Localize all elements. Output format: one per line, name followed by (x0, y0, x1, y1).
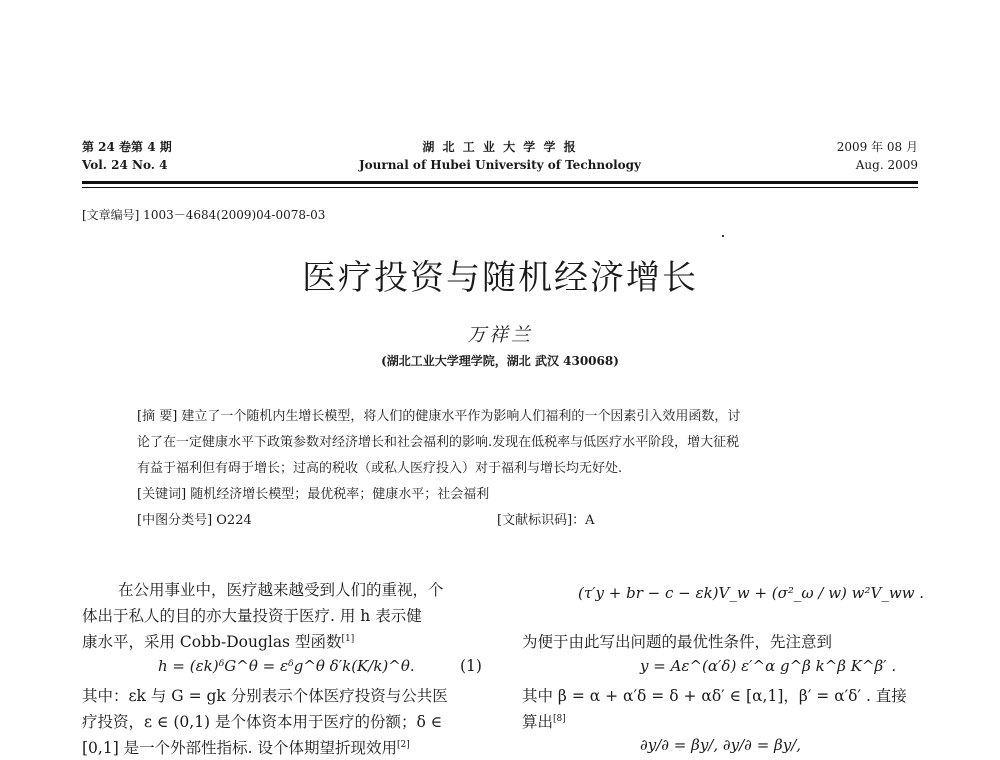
equation-2: y = Aε^(α′δ) ε′^α g^β k^β K^β′ . (640, 657, 897, 675)
left-para1-line3: 康水平，采用 Cobb-Douglas 型函数[1] (82, 633, 355, 651)
right-line1: 为便于由此写出问题的最优性条件，先注意到 (522, 633, 833, 651)
issue-date-cn: 2009 年 08 月 (836, 140, 918, 154)
equation-1: h = (εk)ᵟG^θ = εᵟg^θ δ′k(K/k)^θ. (158, 657, 415, 675)
scan-speck (722, 235, 724, 237)
article-number: [文章编号] 1003－4684(2009)04-0078-03 (82, 208, 326, 222)
volume-issue-cn: 第 24 卷第 4 期 (82, 140, 172, 154)
clc-number: [中图分类号] O224 (137, 513, 252, 528)
header-rule-thick (82, 181, 918, 184)
left-para2-line3: [0,1] 是一个外部性指标. 设个体期望折现效用[2] (82, 739, 410, 757)
abstract-line-1: [摘 要] 建立了一个随机内生增长模型，将人们的健康水平作为影响人们福利的一个因素引入效用函数，讨 (137, 409, 741, 424)
volume-issue-en: Vol. 24 No. 4 (82, 158, 168, 172)
citation-ref: [2] (397, 739, 410, 750)
abstract-line-2: 论了在一定健康水平下政策参数对经济增长和社会福利的影响.发现在低税率与低医疗水平阶段，增大征税 (137, 435, 740, 450)
author-affiliation: (湖北工业大学理学院，湖北 武汉 430068) (381, 354, 619, 368)
document-code: [文献标识码]：A (497, 513, 595, 528)
keywords: [关键词] 随机经济增长模型；最优税率；健康水平；社会福利 (137, 487, 490, 502)
journal-name-cn: 湖 北 工 业 大 学 学 报 (422, 140, 578, 154)
left-para1-line1: 在公用事业中，医疗越来越受到人们的重视，个 (118, 581, 444, 599)
right-line3: 算出[8] (522, 713, 566, 731)
issue-date-en: Aug. 2009 (855, 158, 918, 172)
abstract-line-3: 有益于福利但有碍于增长；过高的税收（或私人医疗投入）对于福利与增长均无好处. (137, 461, 623, 476)
equation-top-right: (τ′y + br − c − εk)V_w + (σ²_ω / w) w²V_ww . (578, 584, 925, 602)
citation-ref: [1] (341, 633, 355, 644)
journal-name-en: Journal of Hubei University of Technology (358, 158, 642, 172)
paper-title: 医疗投资与随机经济增长 (302, 258, 698, 298)
header-rule-thin (82, 187, 918, 188)
left-para2-line2: 疗投资，ε ∈ (0,1) 是个体资本用于医疗的份额；δ ∈ (82, 713, 443, 731)
author-name: 万祥兰 (466, 324, 533, 346)
equation-1-number: (1) (460, 657, 482, 675)
citation-ref: [8] (553, 713, 566, 724)
left-para1-line2: 体出于私人的目的亦大量投资于医疗. 用 h 表示健 (82, 607, 422, 625)
right-line2: 其中 β = α + α′δ = δ + αδ′ ∈ [α,1]，β′ = α′δ′ . 直接 (522, 687, 907, 705)
left-para2-line1: 其中：εk 与 G = gk 分别表示个体医疗投资与公共医 (82, 687, 448, 705)
equation-3-partials: ∂y/∂ = βy/, ∂y/∂ = βy/, (640, 736, 801, 754)
